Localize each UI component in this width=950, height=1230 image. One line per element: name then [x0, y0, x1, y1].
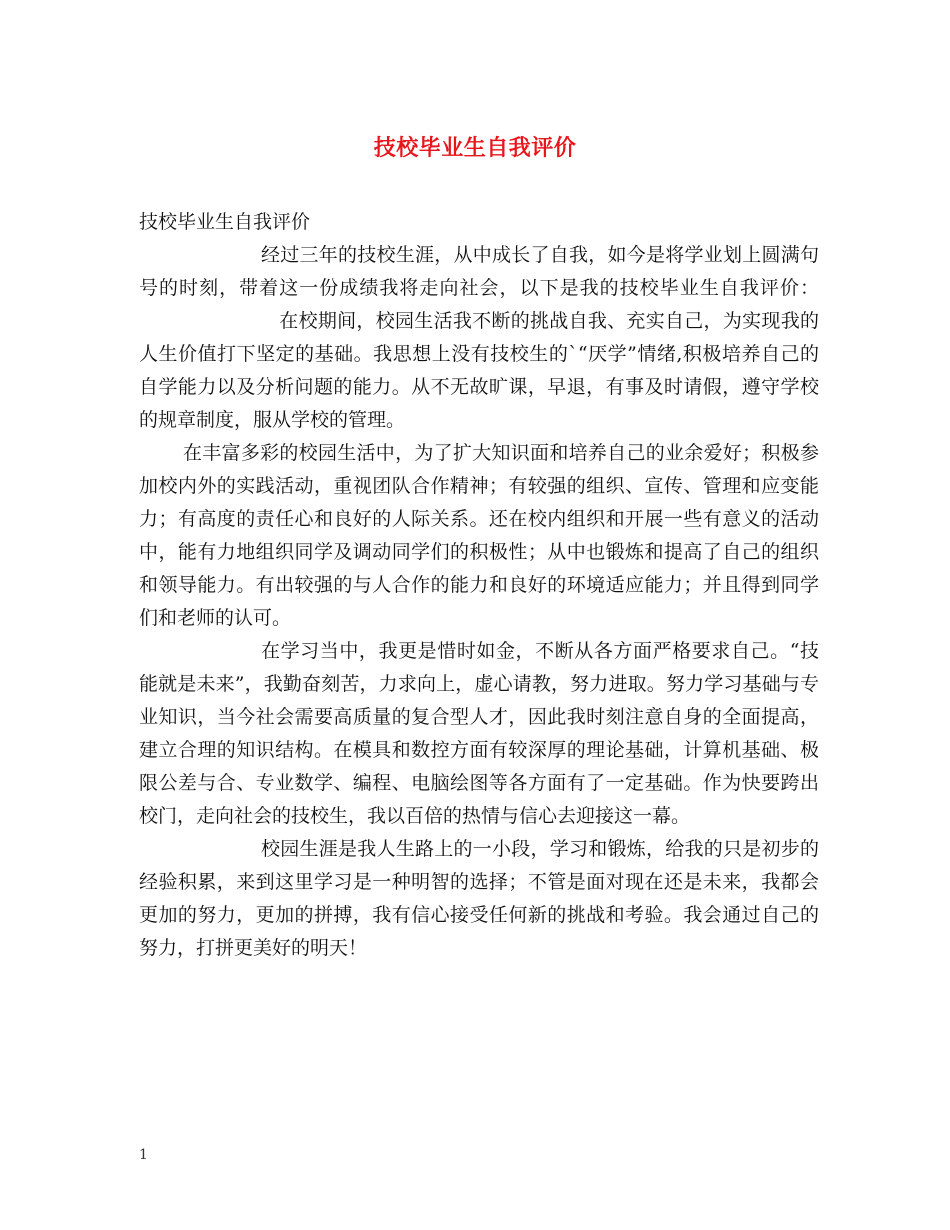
paragraph-4: 校园生涯是我人生路上的一小段，学习和锻炼，给我的只是初步的经验积累，来到这里学习是一种明智的选择；不管是面对现在还是未来，我都会更加的努力，更加的拼搏，我有信心接受任何新的挑战和考验。我会通过自己的努力，打拼更美好的明天！: [139, 838, 819, 959]
paragraph-1-intro: 经过三年的技校生涯，从中成长了自我，如今是将学业划上圆满句号的时刻，带着这一份成绩我将走向社会，以下是我的技校毕业生自我评价：: [139, 244, 819, 299]
page-number: 1: [139, 1147, 148, 1163]
paragraph-1: [139, 239, 819, 437]
paragraph-2: 在丰富多彩的校园生活中，为了扩大知识面和培养自己的业余爱好；积极参加校内外的实践活动，重视团队合作精神；有较强的组织、宣传、管理和应变能力；有高度的责任心和良好的人际关系。还在校内组织和开展一些有意义的活动中，能有力地组织同学及调动同学们的积极性；从中也锻炼和提高了自己的组织和领导能力。有出较强的与人合作的能力和良好的环境适应能力；并且得到同学们和老师的认可。: [139, 442, 819, 629]
paragraph-3: 在学习当中，我更是惜时如金，不断从各方面严格要求自己。“技能就是未来”，我勤奋刻苦，力求向上，虚心请教，努力进取。努力学习基础与专业知识，当今社会需要高质量的复合型人才，因此我时刻注意自身的全面提高，建立合理的知识结构。在模具和数控方面有较深厚的理论基础，计算机基础、极限公差与合、专业数学、编程、电脑绘图等各方面有了一定基础。作为快要跨出校门，走向社会的技校生，我以百倍的热情与信心去迎接这一幕。: [139, 640, 819, 827]
document-body: [139, 206, 819, 965]
document-subtitle: 技校毕业生自我评价: [139, 211, 311, 233]
document-title: 技校毕业生自我评价: [373, 135, 577, 161]
paragraph-1-body: 在校期间，校园生活我不断的挑战自我、充实自己，为实现我的人生价值打下坚定的基础。我思想上没有技校生的`“厌学”情绪,积极培养自己的自学能力以及分析问题的能力。从不无故旷课，早退，有事及时请假，遵守学校的规章制度，服从学校的管理。: [139, 310, 819, 431]
